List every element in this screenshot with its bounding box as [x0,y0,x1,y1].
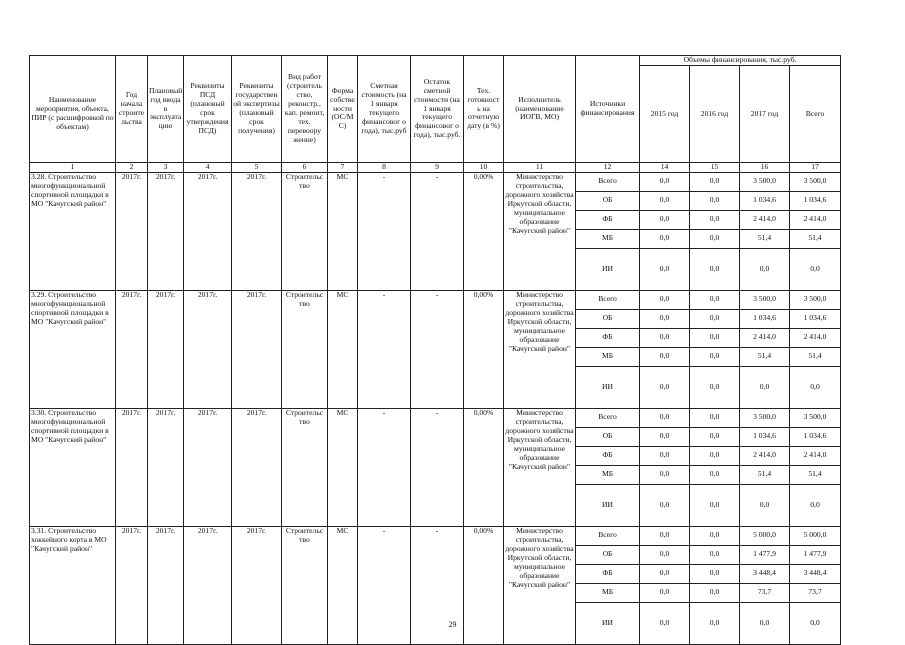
funding-value: 0,0 [690,546,739,565]
row-funding-y2016 [690,173,740,291]
row-name: 3.30. Строительство многофункциональной спортивной площадки в МО "Качугский район" [30,409,116,527]
funding-source-label: ОБ [576,546,639,565]
column-number: 7 [328,163,358,173]
funding-value: 2 414,0 [740,329,789,348]
row-expertise: 2017г. [232,291,282,409]
table-row [30,409,841,527]
row-funding-y2017 [740,291,790,409]
row-ownership: МС [328,291,358,409]
header-name: Наименование мероприятия, объекта, ПИР (с расшифровкой по объектам) [30,56,116,163]
funding-source-label: ФБ [576,447,639,466]
funding-value: 1 034,6 [740,310,789,329]
row-estimated-cost: - [358,291,411,409]
funding-source-label: ОБ [576,428,639,447]
row-estimated-cost: - [358,409,411,527]
funding-value: 1 034,6 [790,310,840,329]
table-row [30,173,841,291]
funding-value: 0,0 [640,192,689,211]
funding-source-label: ИИ [602,263,613,273]
funding-value: 3 448,4 [740,565,789,584]
funding-value: 0,0 [690,211,739,230]
funding-value: 3 448,4 [790,565,840,584]
row-year-start: 2017г. [116,291,148,409]
funding-source-label: Всего [576,291,639,310]
column-number: 4 [184,163,232,173]
table-row [30,291,841,409]
row-executor: Министерство строительства, дорожного хозяйства Иркутской области, муниципальное образование "Качугский район" [504,409,576,527]
row-remaining-cost: - [411,173,464,291]
funding-value: 2 414,0 [740,211,789,230]
funding-value: 0,0 [640,584,689,603]
funding-value: 1 034,6 [790,428,840,447]
funding-value: 0,0 [810,617,820,627]
row-year-start: 2017г. [116,527,148,645]
row-ownership: МС [328,173,358,291]
funding-source-label: МБ [576,584,639,603]
funding-value: 0,0 [690,565,739,584]
funding-source-label: ИИ [602,617,613,627]
funding-value: 0,0 [659,263,670,273]
funding-value: 0,0 [640,546,689,565]
funding-value: 0,0 [690,428,739,447]
funding-value: 0,0 [659,617,670,627]
funding-value: 0,0 [759,499,770,509]
row-executor: Министерство строительства, дорожного хозяйства Иркутской области, муниципальное образование "Качугский район" [504,527,576,645]
funding-value: 1 034,6 [740,192,789,211]
funding-value: 0,0 [709,381,720,391]
header-2015: 2015 год [640,66,690,163]
funding-value: 51,4 [790,348,840,367]
row-readiness: 0,00% [464,173,504,291]
row-work-type: Строительс тво [282,527,328,645]
funding-value: 0,0 [640,291,689,310]
header-psd: Реквизиты ПСД (плановый срок утверждения ПСД) [184,56,232,163]
funding-value: 0,0 [640,409,689,428]
row-planned-year: 2017г. [148,173,184,291]
funding-source-label: ФБ [576,211,639,230]
funding-value: 0,0 [709,263,720,273]
row-remaining-cost: - [411,291,464,409]
funding-source-label: ИИ [602,499,613,509]
row-work-type: Строительс тво [282,291,328,409]
row-psd: 2017г. [184,409,232,527]
row-estimated-cost: - [358,173,411,291]
funding-value: 0,0 [810,263,820,273]
row-funding-y2017 [740,409,790,527]
funding-value: 0,0 [640,348,689,367]
funding-source-label: МБ [576,348,639,367]
row-funding-y2015 [640,173,690,291]
column-number: 6 [282,163,328,173]
funding-source-label: Всего [576,409,639,428]
header-year-start: Год начала строите льства [116,56,148,163]
funding-value: 51,4 [790,230,840,249]
funding-value: 3 500,0 [790,291,840,310]
column-number: 5 [232,163,282,173]
funding-source-label: МБ [576,466,639,485]
funding-value: 73,7 [740,584,789,603]
row-ownership: МС [328,409,358,527]
row-psd: 2017г. [184,291,232,409]
row-executor: Министерство строительства, дорожного хозяйства Иркутской области, муниципальное образование "Качугский район" [504,291,576,409]
row-readiness: 0,00% [464,409,504,527]
column-number: 1 [30,163,116,173]
header-readiness: Тех. готовност ь на отчетную дату (в %) [464,56,504,163]
funding-value: 0,0 [690,409,739,428]
row-expertise: 2017г. [232,527,282,645]
row-planned-year: 2017г. [148,409,184,527]
funding-value: 3 500,0 [740,173,789,192]
funding-value: 0,0 [690,173,739,192]
row-planned-year: 2017г. [148,291,184,409]
row-estimated-cost: - [358,527,411,645]
column-number: 14 [640,163,690,173]
row-funding-y2015 [640,409,690,527]
row-psd: 2017г. [184,173,232,291]
funding-value: 0,0 [640,211,689,230]
column-number: 9 [411,163,464,173]
row-work-type: Строительс тво [282,173,328,291]
column-number: 2 [116,163,148,173]
funding-value: 51,4 [790,466,840,485]
funding-value: 0,0 [759,617,770,627]
funding-value: 2 414,0 [790,447,840,466]
row-funding-total [790,409,841,527]
row-remaining-cost: - [411,527,464,645]
row-funding-y2016 [690,291,740,409]
row-ownership: МС [328,527,358,645]
column-numbers-row [30,163,841,173]
funding-value: 1 477,9 [740,546,789,565]
header-executor: Исполнитель (наименование ИОГВ, МО) [504,56,576,163]
header-ownership: Форма собстве ности (ОС/М С) [328,56,358,163]
investment-table [29,55,841,645]
funding-value: 1 034,6 [790,192,840,211]
funding-value: 0,0 [810,381,820,391]
row-planned-year: 2017г. [148,527,184,645]
funding-value: 1 477,9 [790,546,840,565]
funding-value: 0,0 [640,447,689,466]
funding-source-label: ФБ [576,565,639,584]
row-funding-y2015 [640,291,690,409]
funding-source-label: ОБ [576,192,639,211]
header-remaining-cost: Остаток сметной стоимости (на 1 января текущего финансовог о года), тыс.руб. [411,56,464,163]
funding-source-label: ИИ [602,381,613,391]
funding-value: 3 500,0 [740,409,789,428]
funding-source-label: ОБ [576,310,639,329]
funding-source-label: Всего [576,527,639,546]
funding-value: 51,4 [740,348,789,367]
header-work-type: Вид работ (строитель ство, реконстр., кап. ремонт, тех. перевоору жение) [282,56,328,163]
funding-value: 51,4 [740,230,789,249]
row-year-start: 2017г. [116,173,148,291]
funding-value: 0,0 [810,499,820,509]
funding-value: 2 414,0 [740,447,789,466]
funding-value: 0,0 [690,348,739,367]
funding-value: 51,4 [740,466,789,485]
funding-value: 2 414,0 [790,211,840,230]
funding-value: 0,0 [690,310,739,329]
funding-value: 0,0 [690,447,739,466]
column-number: 17 [790,163,841,173]
header-estimated-cost: Сметная стоимость (на 1 января текущего финансовог о года), тыс.руб [358,56,411,163]
column-number: 3 [148,163,184,173]
row-name: 3.28. Строительство многофункциональной спортивной площадки в МО "Качугский район" [30,173,116,291]
funding-value: 0,0 [640,173,689,192]
row-sources [576,409,640,527]
page-number: 29 [448,620,457,629]
row-funding-y2016 [690,409,740,527]
funding-value: 0,0 [690,466,739,485]
row-year-start: 2017г. [116,409,148,527]
row-funding-y2017 [740,173,790,291]
funding-value: 0,0 [640,428,689,447]
column-number: 15 [690,163,740,173]
funding-value: 0,0 [759,381,770,391]
funding-value: 73,7 [790,584,840,603]
funding-value: 0,0 [690,230,739,249]
column-number: 10 [464,163,504,173]
header-total: Всего [790,66,841,163]
funding-value: 0,0 [709,499,720,509]
column-number: 16 [740,163,790,173]
funding-value: 0,0 [690,329,739,348]
row-executor: Министерство строительства, дорожного хозяйства Иркутской области, муниципальное образование "Качугский район" [504,173,576,291]
funding-value: 0,0 [690,527,739,546]
row-work-type: Строительс тво [282,409,328,527]
column-number: 8 [358,163,411,173]
row-sources [576,291,640,409]
funding-source-label: Всего [576,173,639,192]
funding-value: 0,0 [690,192,739,211]
funding-value: 1 034,6 [740,428,789,447]
row-remaining-cost: - [411,409,464,527]
row-funding-total [790,291,841,409]
row-readiness: 0,00% [464,527,504,645]
row-funding-total [790,173,841,291]
funding-value: 3 500,0 [790,173,840,192]
funding-value: 5 000,0 [790,527,840,546]
row-expertise: 2017г. [232,409,282,527]
funding-value: 3 500,0 [790,409,840,428]
column-number: 11 [504,163,576,173]
funding-value: 0,0 [640,310,689,329]
funding-source-label: ФБ [576,329,639,348]
funding-value: 0,0 [759,263,770,273]
funding-value: 2 414,0 [790,329,840,348]
funding-source-label: МБ [576,230,639,249]
funding-value: 0,0 [640,527,689,546]
row-expertise: 2017г. [232,173,282,291]
funding-value: 3 500,0 [740,291,789,310]
row-sources [576,173,640,291]
header-planned-year: Плановый год ввода в эксплуата цию [148,56,184,163]
row-name: 3.31. Строительство хоккейного корта в МО "Качугский район" [30,527,116,645]
funding-value: 5 000,0 [740,527,789,546]
funding-value: 0,0 [640,466,689,485]
funding-value: 0,0 [690,291,739,310]
header-2017: 2017 год [740,66,790,163]
header-2016: 2016 год [690,66,740,163]
header-expertise: Реквизиты государствен ой экспертизы (плановый срок получения) [232,56,282,163]
row-readiness: 0,00% [464,291,504,409]
funding-value: 0,0 [640,565,689,584]
row-psd: 2017г. [184,527,232,645]
funding-value: 0,0 [659,499,670,509]
row-name: 3.29. Строительство многофункциональной спортивной площадки в МО "Качугский район" [30,291,116,409]
header-sources: Источники финансирования [576,56,640,163]
funding-value: 0,0 [659,381,670,391]
column-number: 12 [576,163,640,173]
funding-value: 0,0 [690,584,739,603]
funding-value: 0,0 [709,617,720,627]
funding-value: 0,0 [640,329,689,348]
funding-value: 0,0 [640,230,689,249]
header-funding-group: Объемы финансирования, тыс.руб. [640,56,841,66]
